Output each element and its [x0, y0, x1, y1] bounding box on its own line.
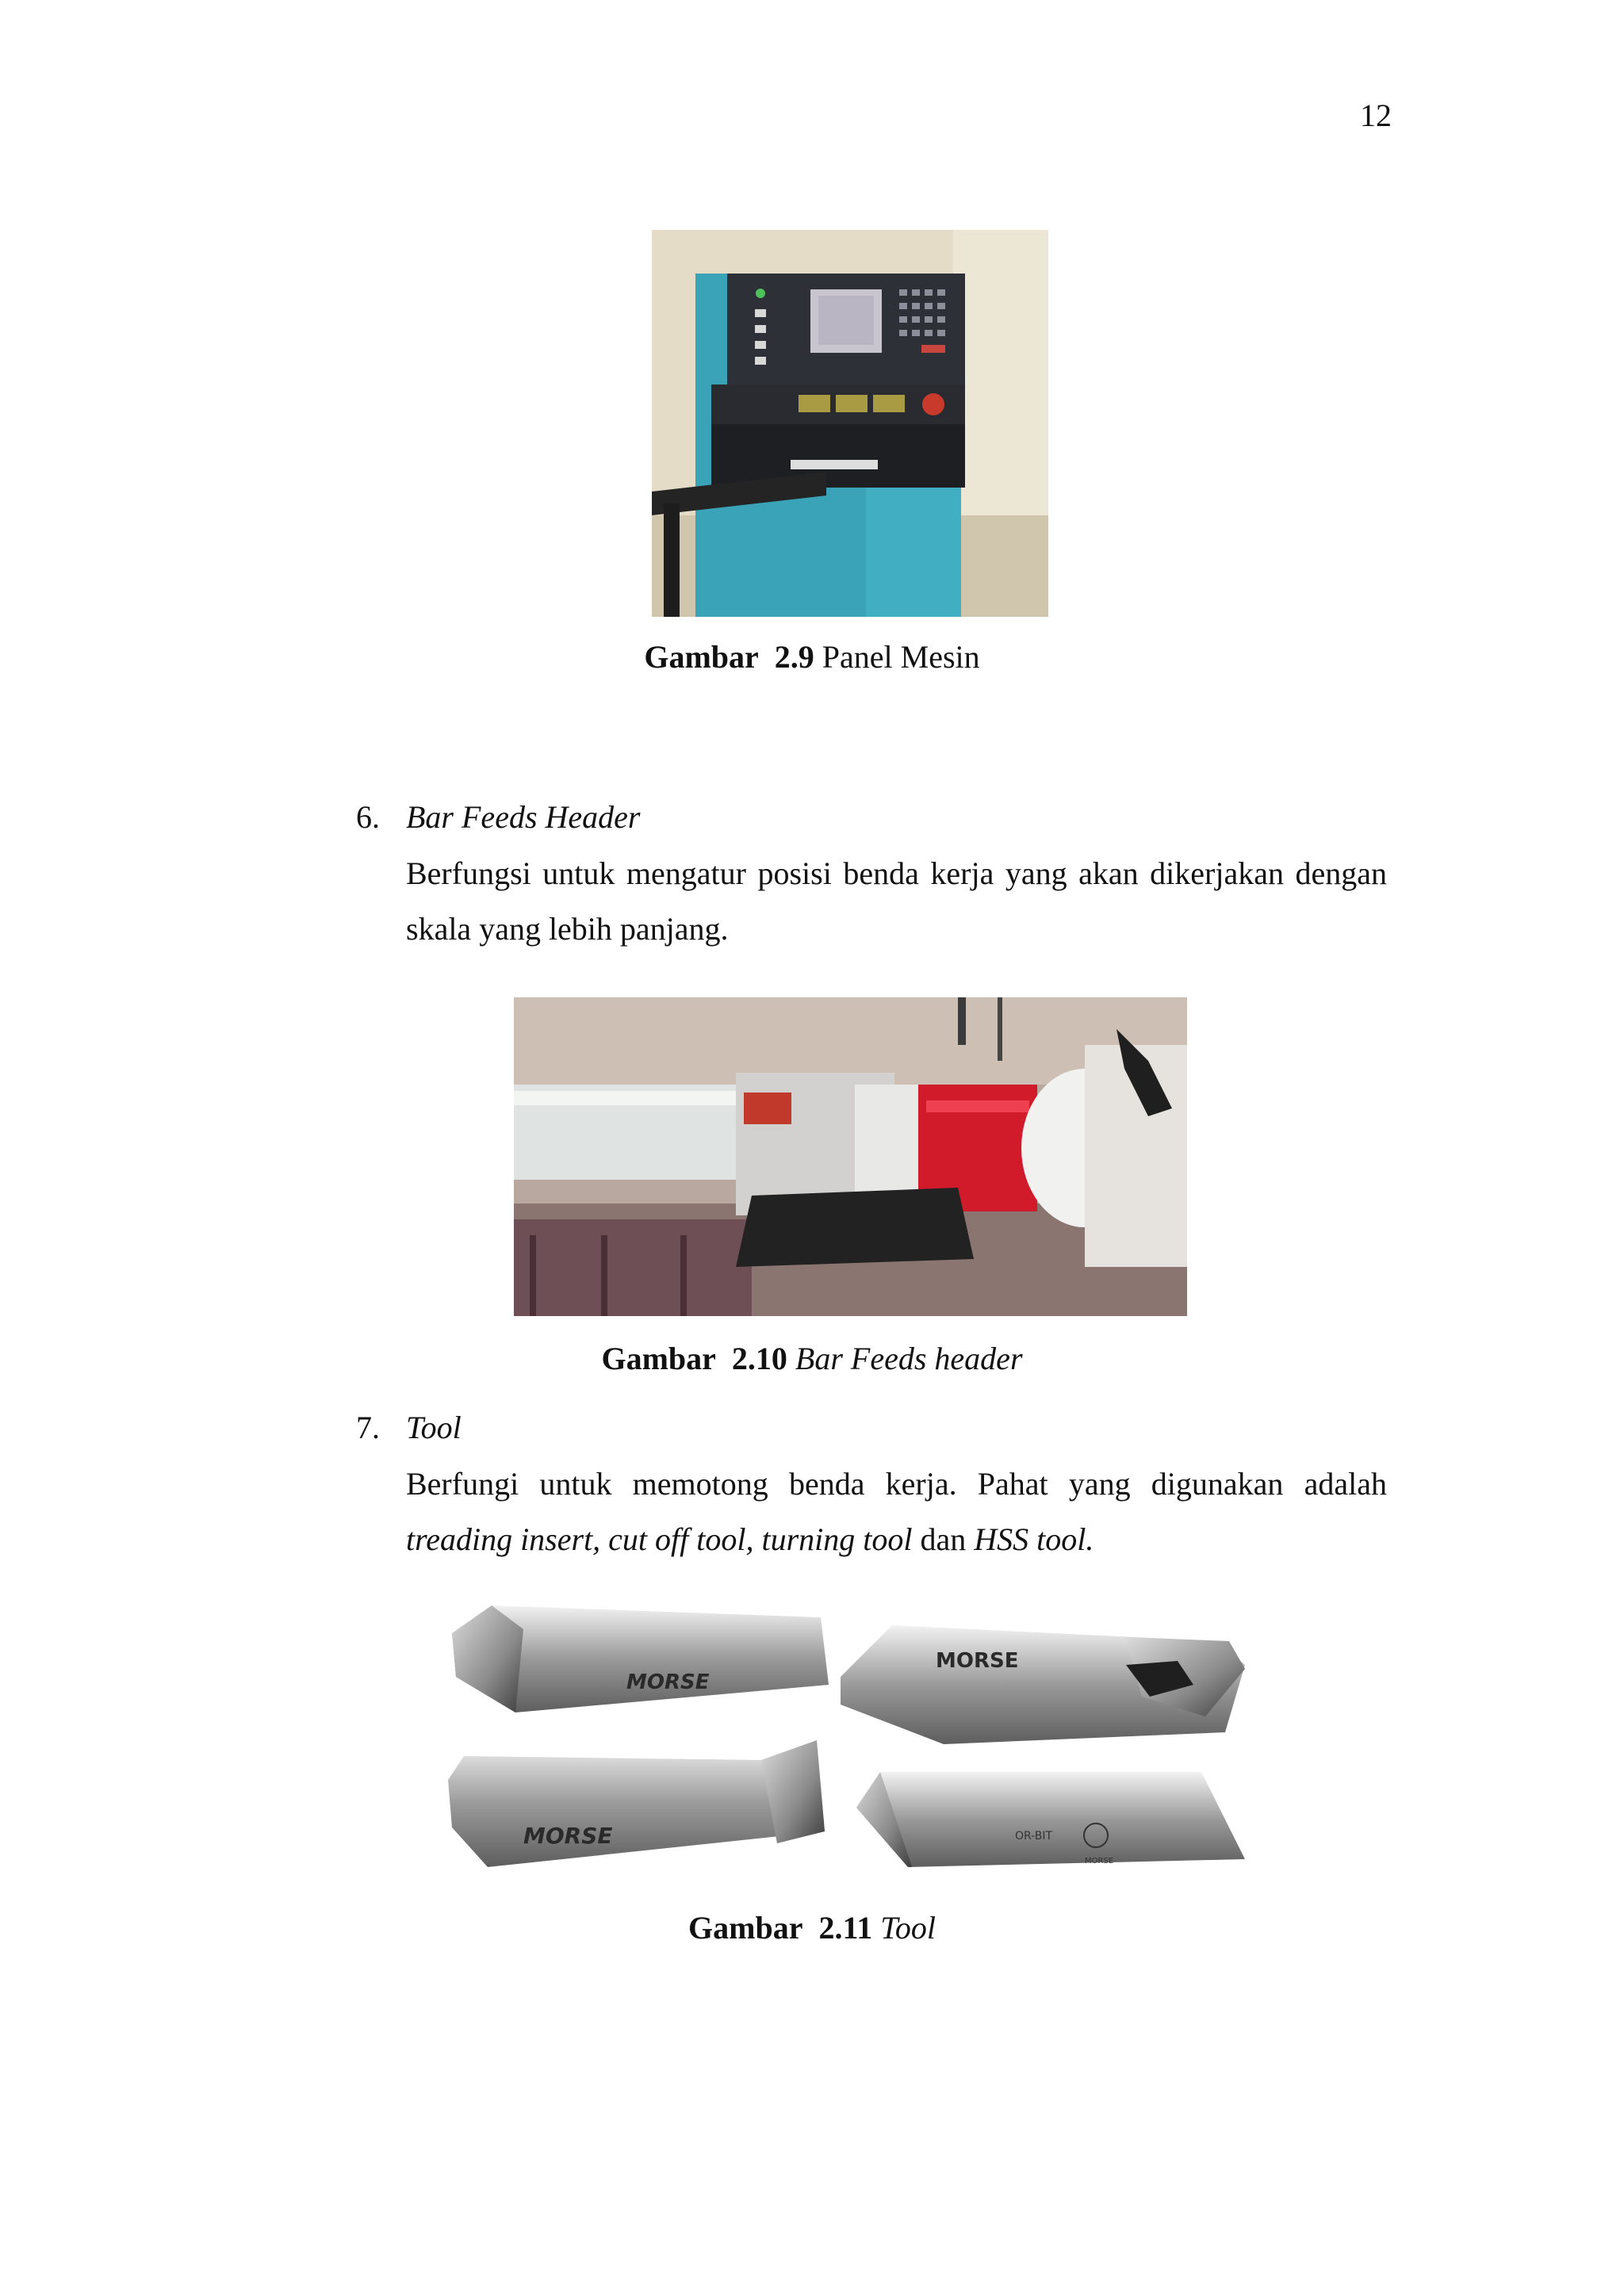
tool-label: MORSE: [1085, 1857, 1114, 1866]
figure-title: Tool: [880, 1910, 936, 1946]
connector-text: dan: [912, 1521, 975, 1557]
cnc-control-panel-photo: [652, 230, 1048, 617]
tool-bar: [452, 1605, 829, 1712]
item-title: Bar Feeds Header: [406, 799, 641, 835]
figure-title: Panel Mesin: [822, 639, 980, 675]
tool-label: MORSE: [626, 1670, 710, 1694]
figure-label: Gambar: [644, 639, 759, 675]
italic-term-end: HSS tool.: [974, 1521, 1094, 1557]
paragraph-line: skala yang lebih panjang.: [406, 911, 729, 947]
italic-terms: treading insert, cut off tool, turning tool: [406, 1521, 913, 1557]
tool-label: MORSE: [523, 1823, 613, 1849]
page-number: 12: [1360, 98, 1392, 133]
figure-title: Bar Feeds header: [795, 1341, 1023, 1376]
item-number: 6.: [356, 799, 380, 835]
figure-caption-2-10: [0, 1340, 1624, 1377]
paragraph-line: Berfungi untuk memotong benda kerja. Pahat yang digunakan adalah: [406, 1466, 1387, 1502]
item-description: [406, 846, 1387, 957]
bar-feeds-header-photo: [514, 997, 1187, 1316]
tool-label: OR-BIT: [1015, 1830, 1053, 1843]
item-title: Tool: [406, 1410, 462, 1445]
paragraph-line: Berfungsi untuk mengatur posisi benda kerja yang akan dikerjakan dengan: [406, 855, 1387, 891]
figure-number: 2.10: [731, 1341, 787, 1376]
item-number: 7.: [356, 1410, 380, 1445]
paragraph-line: [406, 1512, 1387, 1567]
lathe-tools-photo: [444, 1598, 1261, 1883]
figure-caption-2-11: [0, 1909, 1624, 1946]
figure-caption-2-9: [0, 638, 1624, 675]
figure-label: Gambar: [688, 1910, 803, 1946]
figure-number: 2.9: [774, 639, 814, 675]
tool-bar: [856, 1772, 1245, 1867]
tool-bar: [448, 1740, 825, 1867]
tool-bar: [841, 1625, 1245, 1744]
figure-label: Gambar: [601, 1341, 716, 1376]
item-description: [406, 1456, 1387, 1567]
figure-number: 2.11: [818, 1910, 873, 1946]
tool-label: MORSE: [936, 1649, 1019, 1673]
